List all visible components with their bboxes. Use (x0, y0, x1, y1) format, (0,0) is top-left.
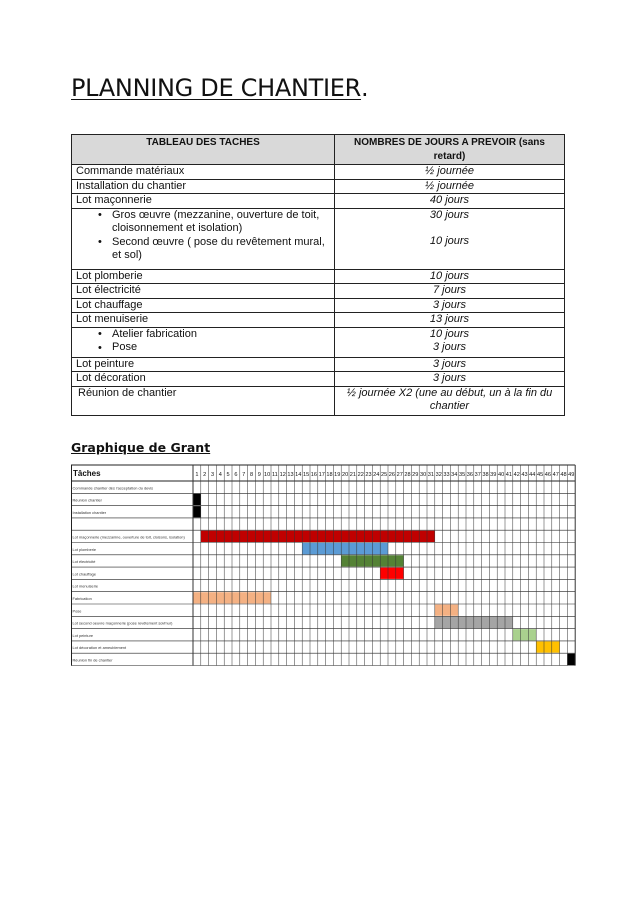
gantt-day-label: 25 (380, 472, 388, 478)
gantt-day-label: 14 (295, 472, 302, 478)
gantt-day-label: 2 (203, 472, 207, 478)
task-days: 10 jours (335, 269, 565, 284)
gantt-day-label: 28 (404, 472, 411, 478)
gantt-day-label: 47 (552, 472, 559, 478)
gantt-bar (435, 605, 458, 616)
table-row (72, 327, 565, 357)
table-row (72, 298, 565, 313)
table-row (72, 208, 565, 269)
task-name: • Atelier fabrication • Pose (72, 327, 335, 357)
task-days: 3 jours (335, 298, 565, 313)
gantt-row-label: Lot maçonnerie (mezzanine, ouverture de toit, cloisons, isolation) (72, 534, 185, 540)
gantt-row-label: Lot peinture (72, 632, 94, 638)
gantt-row-label: Commande chantier dès l'acceptation du devis (72, 485, 154, 491)
gantt-day-label: 8 (249, 472, 254, 478)
gantt-day-label: 6 (234, 472, 238, 478)
gantt-day-label: 13 (287, 472, 294, 478)
gantt-day-label: 32 (435, 472, 442, 478)
gantt-day-label: 43 (521, 472, 528, 478)
gantt-row-label: Lot second oeuvre maçonnerie (pose revêtement sol/mur) (72, 620, 173, 626)
gantt-day-label: 23 (365, 472, 372, 478)
gantt-day-label: 48 (560, 472, 567, 478)
gantt-day-label: 45 (536, 472, 544, 478)
gantt-row-label: Lot menuiserie (72, 583, 99, 589)
task-name: Installation du chantier (72, 179, 335, 194)
gantt-bar (193, 506, 201, 517)
task-name: Commande matériaux (72, 165, 335, 180)
gantt-bar (536, 641, 559, 652)
gantt-day-label: 39 (490, 472, 497, 478)
task-days: 40 jours (335, 194, 565, 209)
gantt-day-label: 21 (349, 472, 357, 478)
task-name: Lot peinture (72, 357, 335, 372)
gantt-chart (71, 465, 575, 671)
table-row (72, 284, 565, 299)
gantt-day-label: 11 (271, 472, 278, 478)
task-name: Lot maçonnerie (72, 194, 335, 209)
gantt-row-label: Lot plomberie (72, 546, 97, 552)
task-days: 7 jours (335, 284, 565, 299)
bullet-icon: • (98, 235, 102, 248)
page-title: PLANNING DE CHANTIER. (71, 74, 369, 102)
gantt-day-label: 22 (357, 472, 364, 478)
task-name: Lot menuiserie (72, 313, 335, 328)
gantt-row-label: Pose (72, 608, 82, 614)
gantt-day-label: 7 (242, 472, 246, 478)
task-name: • Gros œuvre (mezzanine, ouverture de toit, cloisonnement et isolation) • Second œuvre ( pose du revêtement mural, et sol) (72, 208, 335, 269)
gantt-row-label: Lot électricité (72, 559, 96, 565)
gantt-day-label: 17 (318, 472, 325, 478)
gantt-title: Graphique de Grant (71, 440, 211, 455)
gantt-bar (567, 654, 575, 665)
gantt-row-label: Fabrication (72, 596, 92, 601)
task-table (71, 134, 565, 416)
gantt-bar (380, 568, 403, 579)
gantt-day-label: 10 (263, 472, 271, 478)
gantt-day-label: 46 (544, 472, 552, 478)
table-row (72, 269, 565, 284)
gantt-day-label: 1 (195, 472, 199, 478)
table-row (72, 165, 565, 180)
gantt-day-label: 35 (458, 472, 466, 478)
gantt-row-label: Installation chantier (72, 509, 107, 515)
header-days: NOMBRES DE JOURS A PREVOIR (sans retard) (335, 135, 565, 165)
gantt-day-label: 16 (310, 472, 318, 478)
header-tasks: TABLEAU DES TACHES (72, 135, 335, 165)
task-days: 3 jours (335, 372, 565, 387)
gantt-day-label: 41 (505, 472, 513, 478)
gantt-day-label: 38 (482, 472, 489, 478)
table-row (72, 194, 565, 209)
task-days: ½ journée (335, 165, 565, 180)
gantt-day-label: 20 (341, 472, 349, 478)
table-row (72, 357, 565, 372)
gantt-day-label: 15 (302, 472, 310, 478)
gantt-day-label: 31 (427, 472, 435, 478)
task-name: Lot plomberie (72, 269, 335, 284)
task-days: 3 jours (335, 357, 565, 372)
task-name: Lot chauffage (72, 298, 335, 313)
gantt-day-label: 19 (334, 472, 341, 478)
gantt-day-label: 18 (326, 472, 333, 478)
bullet-icon: • (98, 327, 102, 340)
gantt-day-label: 42 (513, 472, 520, 478)
gantt-row-label: Lot décoration et ameublement (72, 645, 127, 651)
table-row (72, 179, 565, 194)
task-days: ½ journée (335, 179, 565, 194)
gantt-day-label: 30 (419, 472, 427, 478)
gantt-row-label: Réunion fin de chantier (72, 657, 113, 663)
bullet-icon: • (98, 341, 102, 354)
gantt-day-label: 24 (373, 472, 380, 478)
gantt-bar (302, 543, 388, 554)
task-name: Réunion de chantier (72, 386, 335, 415)
gantt-day-label: 3 (210, 472, 215, 478)
bullet-icon: • (98, 208, 102, 221)
gantt-day-label: 27 (396, 472, 403, 478)
gantt-day-label: 34 (451, 472, 458, 478)
gantt-day-label: 49 (568, 472, 575, 478)
gantt-day-label: 5 (226, 472, 230, 478)
gantt-day-label: 29 (412, 472, 419, 478)
gantt-day-label: 26 (388, 472, 396, 478)
task-days: 30 jours 10 jours (335, 208, 565, 269)
gantt-bar (513, 629, 536, 640)
gantt-row-label: Réunion chantier (72, 497, 102, 503)
task-days: 13 jours (335, 313, 565, 328)
gantt-day-label: 36 (466, 472, 474, 478)
task-name: Lot décoration (72, 372, 335, 387)
gantt-day-label: 4 (218, 472, 222, 478)
task-name: Lot électricité (72, 284, 335, 299)
task-days: 10 jours 3 jours (335, 327, 565, 357)
task-table-header (72, 135, 565, 165)
table-row (72, 386, 565, 415)
table-row (72, 313, 565, 328)
table-row (72, 372, 565, 387)
gantt-day-label: 37 (474, 472, 481, 478)
gantt-row-label: Lot chauffage (72, 571, 97, 577)
gantt-day-label: 40 (497, 472, 505, 478)
gantt-bar (193, 494, 201, 505)
gantt-day-label: 33 (443, 472, 450, 478)
task-days: ½ journée X2 (une au début, un à la fin du chantier (335, 386, 565, 415)
gantt-day-label: 12 (279, 472, 286, 478)
gantt-day-label: 9 (257, 472, 261, 478)
gantt-day-label: 44 (529, 472, 536, 478)
gantt-header: Tâches (73, 469, 101, 478)
